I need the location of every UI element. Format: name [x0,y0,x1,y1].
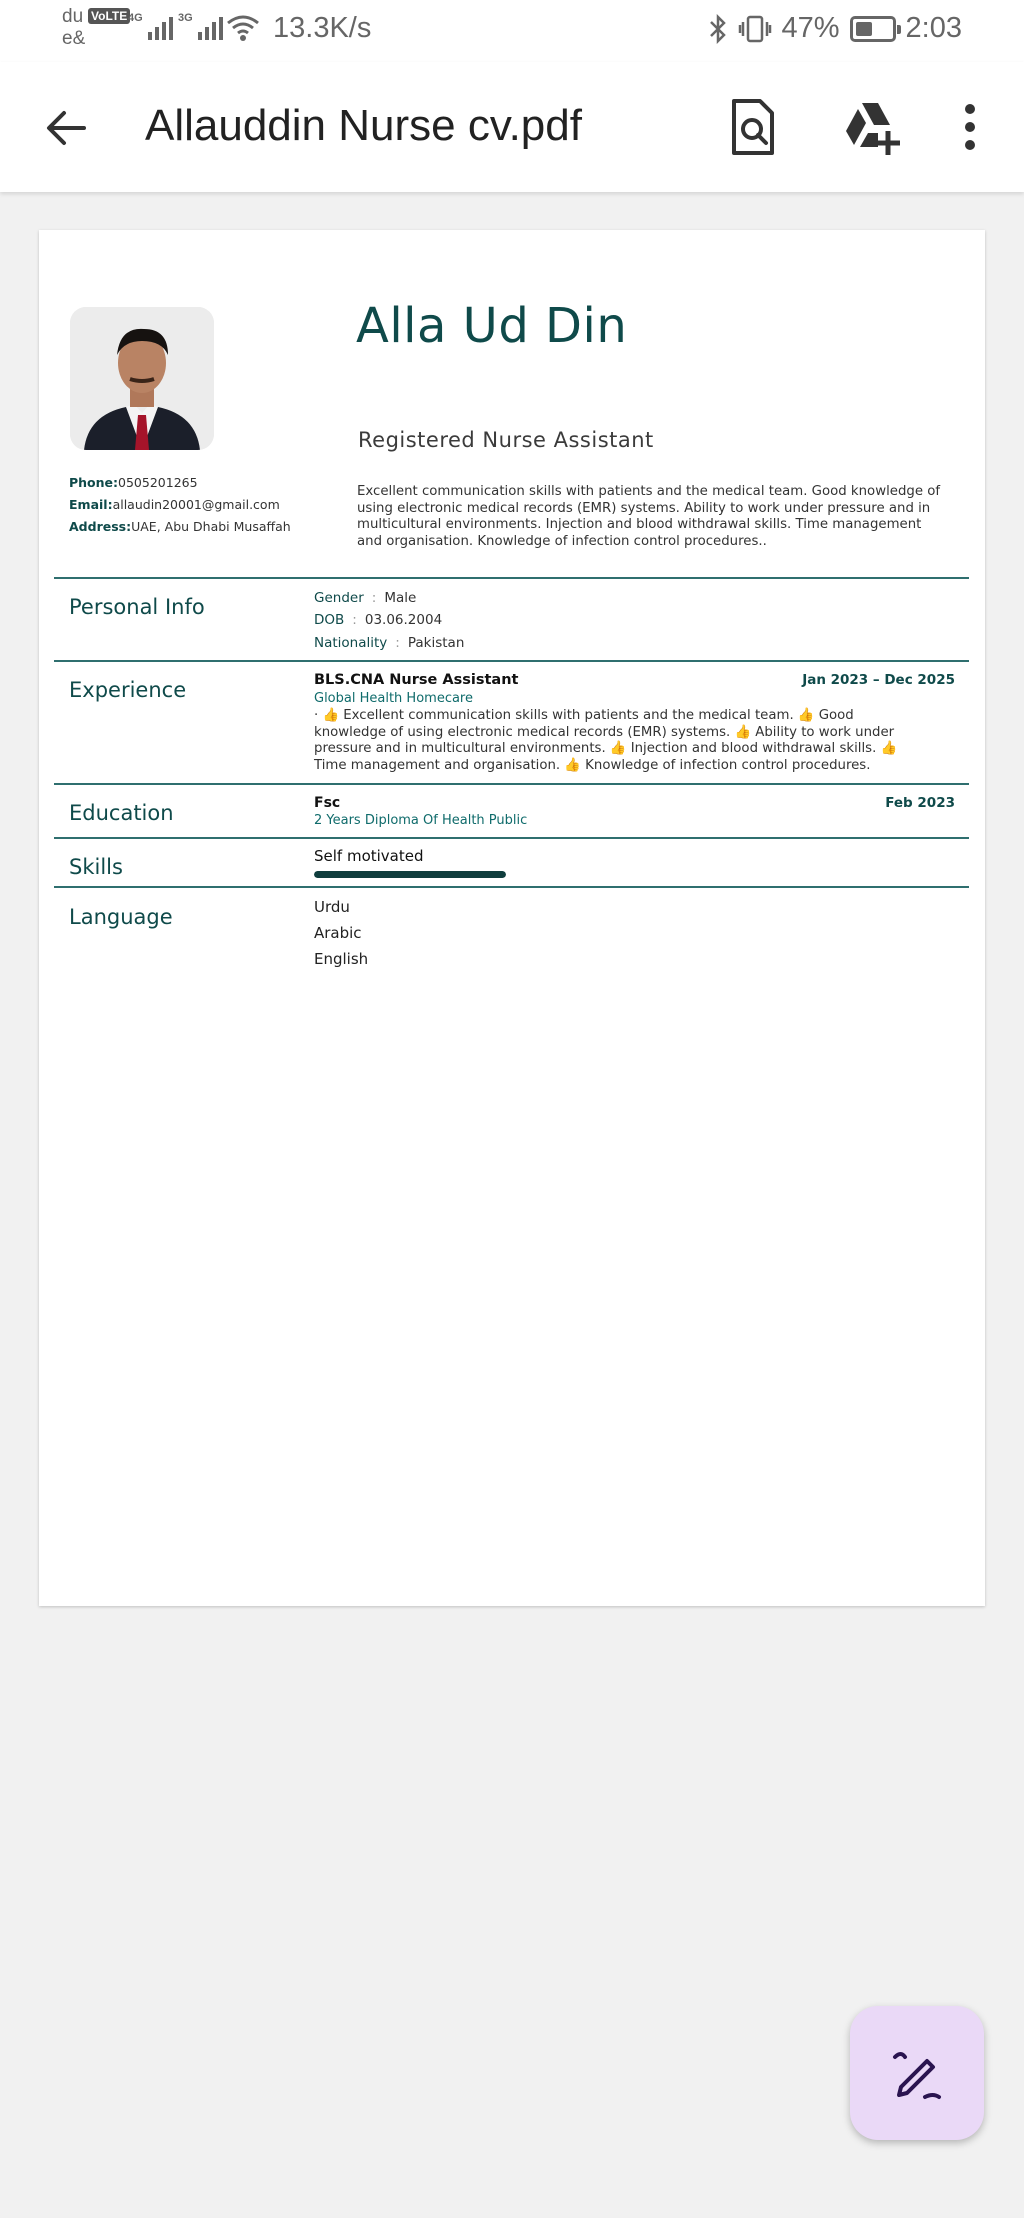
status-bar [0,0,1024,62]
divider [54,837,969,839]
back-arrow-icon[interactable] [40,100,96,156]
education-date: Feb 2023 [885,795,955,811]
nationality-row: Nationality : Pakistan [314,635,465,651]
language-item: Urdu [314,898,350,916]
document-title: Allauddin Nurse cv.pdf [145,101,582,150]
education-detail: 2 Years Diploma Of Health Public [314,813,528,828]
divider [54,886,969,888]
pdf-page[interactable] [39,230,985,1606]
skill-level-bar [314,871,506,878]
carrier-label: du e& [62,6,86,49]
divider [54,783,969,785]
contact-phone: Phone:0505201265 [69,475,198,490]
vibrate-icon [738,14,772,44]
contact-email: Email:allaudin20001@gmail.com [69,497,280,512]
signal-3g-icon: 3G [178,12,223,40]
search-document-icon[interactable] [720,95,784,159]
cv-role: Registered Nurse Assistant [358,428,654,452]
job-title: BLS.CNA Nurse Assistant [314,672,519,688]
section-language: Language [69,905,173,929]
dob-row: DOB : 03.06.2004 [314,612,443,628]
bluetooth-icon [708,14,728,44]
job-dates: Jan 2023 – Dec 2025 [802,672,955,688]
language-item: Arabic [314,924,362,942]
divider [54,660,969,662]
gender-row: Gender : Male [314,590,417,606]
pen-edit-icon [887,2043,947,2103]
skill-label: Self motivated [314,847,424,865]
clock: 2:03 [905,12,962,44]
job-description: · 👍 Excellent communication skills with patients and the medical team. 👍 Good knowledge of using electronic medical records (EMR) systems. 👍 Ability to work under pressure and in multicultural environments. 👍 Injection and blood withdrawal skills. 👍 Time management and organisation. 👍 Knowledge of infection control procedures. [314,708,898,773]
language-item: English [314,950,369,968]
person-portrait-icon [70,307,214,450]
contact-address: Address:UAE, Abu Dhabi Musaffah [69,519,291,534]
job-organization: Global Health Homecare [314,691,473,706]
wifi-icon [226,14,260,42]
divider [54,577,969,579]
cv-name: Alla Ud Din [356,298,628,354]
section-personal-info: Personal Info [69,595,205,619]
skill-level-fill [314,871,506,878]
section-skills: Skills [69,855,123,879]
network-speed: 13.3K/s [273,12,372,44]
volte-badge: VoLTE [88,8,130,24]
education-degree: Fsc [314,795,341,811]
status-right [708,12,963,45]
profile-photo [70,307,214,450]
edit-fab-button[interactable] [850,2006,984,2140]
signal-4g-icon: 4G [128,12,173,40]
section-education: Education [69,801,174,825]
more-vert-icon[interactable] [940,95,1000,159]
battery-icon [850,16,896,42]
section-experience: Experience [69,678,187,702]
profile-summary: Excellent communication skills with patients and the medical team. Good knowledge of using electronic medical records (EMR) systems. Ability to work under pressure and in multicultural environments. Injection and blood withdrawal skills. Time management and organisation. Knowledge of infection control procedures.. [357,484,941,549]
app-bar [0,62,1024,192]
drive-add-icon[interactable] [838,95,902,159]
battery-percent: 47% [781,12,840,44]
